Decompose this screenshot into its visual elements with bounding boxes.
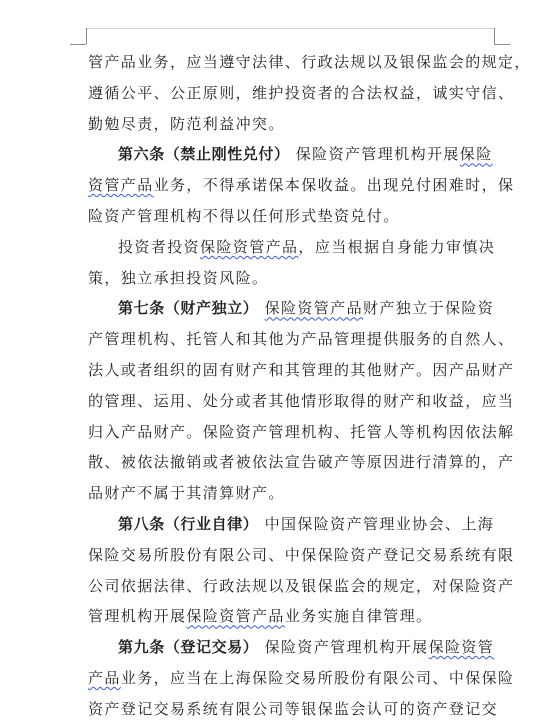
- text-line: 保险交易所股份有限公司、中保保险资产登记交易系统有限: [88, 545, 515, 564]
- text-line: 管产品业务，应当遵守法律、行政法规以及银保监会的规定，: [88, 53, 531, 71]
- page-top-border: [86, 28, 494, 29]
- text-line: 法人或者组织的固有财产和其管理的其他财产。因产品财产: [88, 360, 515, 379]
- text-line: 产管理机构、托管人和其他为产品管理提供服务的自然人、: [88, 330, 515, 349]
- text-line: 公司依据法律、行政法规以及银保监会的规定，对保险资产: [88, 576, 515, 595]
- text-line: 投资者投资保险资管产品，应当根据自身能力审慎决: [118, 237, 496, 256]
- text-line: 勤勉尽责，防范利益冲突。: [88, 114, 285, 133]
- text-line: 产品业务，应当在上海保险交易所股份有限公司、中保保险: [88, 668, 515, 687]
- spellcheck-underline: 保险资管产品: [200, 237, 299, 256]
- article-6-heading-line: 第六条（禁止刚性兑付） 保险资产管理机构开展保险: [118, 145, 493, 164]
- spellcheck-underline: 保险: [459, 145, 493, 164]
- text-line: 策，独立承担投资风险。: [88, 268, 269, 287]
- article-9-heading-line: 第九条（登记交易） 保险资产管理机构开展保险资管: [118, 638, 495, 657]
- spellcheck-underline: 资管产品: [88, 176, 154, 195]
- text-line: 资管产品业务，不得承诺保本保收益。出现兑付困难时，保: [88, 176, 515, 195]
- article-heading: 第七条（财产独立）: [118, 299, 259, 318]
- text-line: 资产登记交易系统有限公司等银保监会认可的资产登记交: [88, 699, 499, 718]
- text-line: 的管理、运用、处分或者其他情形取得的财产和收益，应当: [88, 391, 515, 410]
- text-line: 管理机构开展保险资管产品业务实施自律管理。: [88, 607, 433, 626]
- article-heading: 第八条（行业自律）: [118, 514, 259, 533]
- article-7-heading-line: 第七条（财产独立） 保险资管产品财产独立于保险资: [118, 299, 495, 318]
- spellcheck-underline: 产品: [88, 668, 121, 687]
- text-line: 散、被依法撤销或者被依法宣告破产等原因进行清算的，产: [88, 453, 515, 472]
- text-line: 归入产品财产。保险资产管理机构、托管人等机构因依法解: [88, 422, 515, 441]
- spellcheck-underline: 保险资管产品: [186, 607, 285, 626]
- document-body[interactable]: [88, 47, 531, 725]
- text-line: 品财产不属于其清算财产。: [88, 484, 285, 503]
- text-line: 遵循公平、公正原则，维护投资者的合法权益，诚实守信、: [88, 83, 515, 102]
- crop-mark-right-h: [494, 44, 510, 45]
- crop-mark-left-h: [70, 44, 86, 45]
- article-heading: 第九条（登记交易）: [118, 638, 259, 657]
- crop-mark-left: [86, 28, 87, 44]
- article-8-heading-line: 第八条（行业自律） 中国保险资产管理业协会、上海: [118, 514, 495, 533]
- crop-mark-right: [494, 28, 495, 44]
- text-line: 险资产管理机构不得以任何形式垫资兑付。: [88, 206, 400, 225]
- spellcheck-underline: 保险资管产品: [264, 299, 363, 318]
- article-heading: 第六条（禁止刚性兑付）: [118, 145, 290, 164]
- spellcheck-underline: 保险资管: [428, 638, 495, 657]
